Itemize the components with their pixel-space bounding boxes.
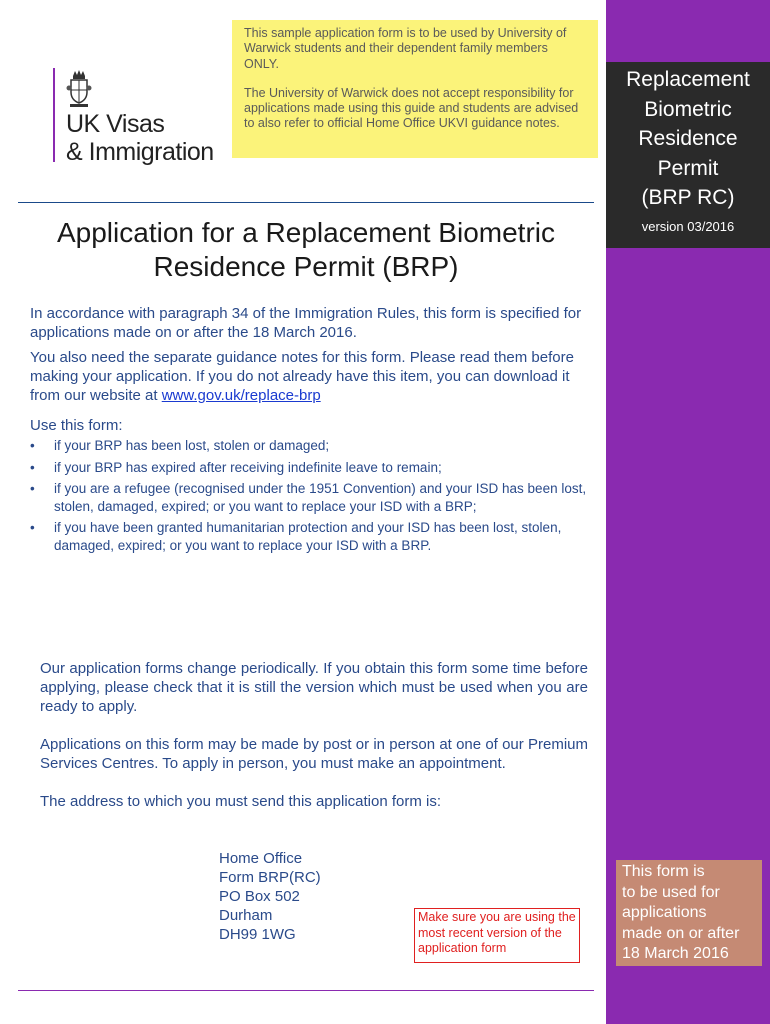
bullet-icon: • [30, 459, 35, 475]
notice-text: The University of Warwick does not accept responsibility for applications made using this guide and students are advised to also refer to official Home Office UKVI guidance notes. [244, 85, 579, 131]
note-paragraph: Applications on this form may be made by post or in person at one of our Premium Services Centres. To apply in person, you must make an appointment. [40, 736, 588, 772]
logo-line: & Immigration [66, 138, 214, 166]
form-title-line: (BRP RC) [641, 186, 735, 209]
intro-paragraph: In accordance with paragraph 34 of the Immigration Rules, this form is specified for applications made on or after the 18 March 2016. [30, 305, 582, 341]
notice-text: This sample application form is to be used by University of Warwick students and their dependent family members ONLY. [244, 26, 567, 71]
intro-text: You also need the separate guidance notes for this form. Please read them before making your application. If you do not already have this item, you can download it from our website at [30, 349, 574, 404]
bullet-icon: • [30, 520, 35, 535]
version-label: version 03/2016 [641, 218, 735, 234]
date-notice-line: 18 March 2016 [622, 945, 729, 962]
title-line: Application for a Replacement Biometric [56, 217, 555, 248]
address-line: Home Office [219, 850, 303, 867]
date-notice [616, 860, 762, 966]
intro-paragraph [30, 348, 596, 405]
date-notice-line: applications [622, 904, 707, 921]
form-title-line: Replacement [626, 68, 750, 91]
date-notice-line: to be used for [622, 883, 720, 901]
logo-bar [53, 68, 55, 162]
date-notice-line: made on or after [622, 924, 740, 942]
date-notice-line: This form is [622, 863, 705, 880]
use-form-label: Use this form: [30, 417, 123, 434]
address-line: Durham [219, 907, 273, 924]
bullet-icon: • [30, 481, 35, 496]
replace-brp-link[interactable]: www.gov.uk/replace-brp [161, 387, 321, 404]
form-title-line: Biometric [644, 97, 732, 121]
address-line: Form BRP(RC) [219, 869, 321, 886]
form-title [606, 62, 770, 213]
list-item: • if your BRP has been lost, stolen or damaged; [30, 438, 330, 453]
divider [18, 202, 594, 203]
form-title-box [606, 62, 770, 248]
postal-address [219, 849, 321, 944]
list-item: • if you are a refugee (recognised under the 1951 Convention) and your ISD has been lost, stolen, damaged, expired; or you want to replace your ISD with a BRP; [30, 481, 587, 514]
royal-crest-icon [66, 68, 92, 110]
list-item: • if you have been granted humanitarian protection and your ISD has been lost, stolen, damaged, expired; or you want to replace your ISD with a BRP. [30, 520, 562, 553]
page-title [18, 216, 594, 284]
note-paragraph: Our application forms change periodically. If you obtain this form some time before applying, please check that it is still the version which must be used when you are ready to apply. [40, 660, 588, 715]
bullet-icon: • [30, 438, 35, 453]
eligibility-list [30, 437, 596, 558]
notes-section [40, 659, 588, 830]
divider [18, 990, 594, 991]
list-item: • if your BRP has expired after receiving indefinite leave to remain; [30, 459, 442, 475]
form-title-line: Residence [638, 127, 738, 150]
intro-section [30, 304, 596, 411]
form-title-line: Permit [657, 156, 719, 180]
title-line: Residence Permit (BRP) [153, 251, 459, 282]
address-line: PO Box 502 [219, 888, 300, 905]
ukvi-logo [66, 110, 214, 166]
sample-notice [232, 20, 598, 158]
address-line: DH99 1WG [219, 926, 296, 943]
version-warning: Make sure you are using the most recent version of the application form [414, 908, 580, 963]
note-paragraph: The address to which you must send this application form is: [40, 793, 442, 810]
logo-line: UK Visas [66, 110, 165, 138]
